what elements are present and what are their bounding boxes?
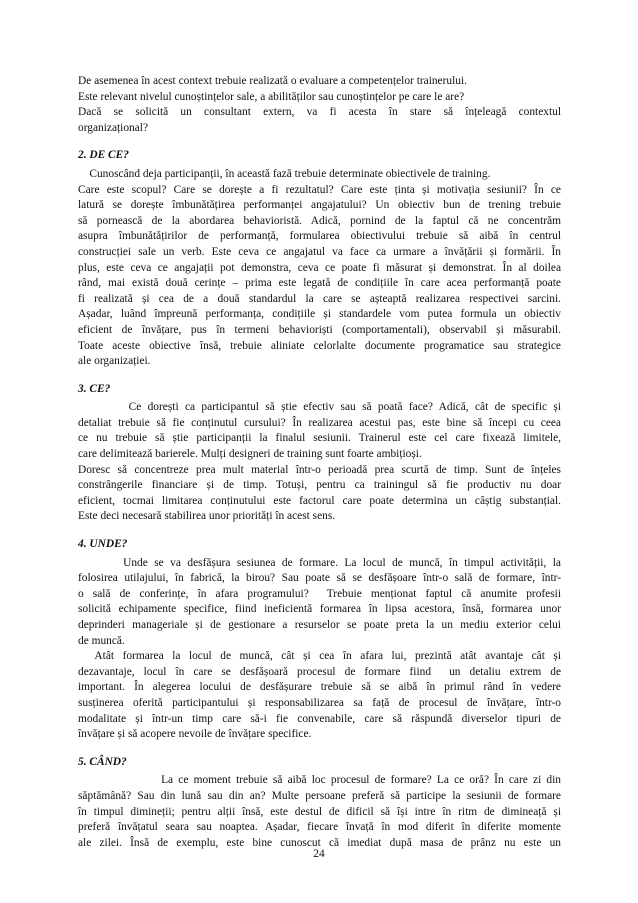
text-line: organizațional?	[78, 121, 149, 134]
text-line: de muncă.	[78, 634, 125, 647]
text-line: susținerea oferită participantului și responsabilizarea sa față de procesul de învățare, într-o	[78, 696, 561, 709]
text-line: Este deci necesară stabilirea unor priorități în acest sens.	[78, 510, 336, 523]
text-line: ale zilei. Însă de exemplu, este bine cunoscut că imediat după masa de prânz nu este un	[78, 836, 561, 849]
text-line: să pornească de la abordarea behavioristă. Adică, pornind de la faptul că ne concentrăm	[78, 214, 561, 227]
text-line: săptămână? Sau din lună sau din an? Multe persoane preferă să participe la sesiunii de formare	[78, 789, 561, 802]
text-line: fi realizată și cea de a două standardul la care se așteaptă realizarea respectivei sarcini.	[78, 292, 561, 305]
text-line: deprinderi manageriale și de gestionare a resurselor se poate preta la un mediu exterior celui	[78, 619, 561, 631]
text-line: Ce dorești ca participantul să știe efectiv sau să poată face? Adică, cât de specific și	[78, 401, 561, 414]
text-line: eficient de învățare, pus în termeni behavioriști (comportamentali), observabil și măsurabil.	[78, 323, 561, 336]
section-heading-ce: 3. CE?	[78, 382, 111, 395]
text-line: Așadar, luând împreună performanța, condițiile și standardele vom putea formula un obiectiv	[78, 308, 561, 321]
section-unde-paragraph	[78, 556, 561, 743]
text-line: Este relevant nivelul cunoștințelor sale, a abilităților sau cunoștințelor pe care le are?	[78, 90, 465, 103]
text-line: important. În alegerea locului de desfășurare trebuie să se aibă în primul rând în vedere	[78, 681, 561, 694]
section-heading-cand: 5. CÂND?	[78, 755, 127, 768]
text-line: solicită echipamente specifice, fiind ineficientă formarea în lipsa acestora, însă, formarea unor	[78, 603, 561, 616]
text-line: De asemenea în acest context trebuie realizată o evaluare a competențelor trainerului.	[78, 75, 467, 87]
section-heading-unde: 4. UNDE?	[78, 538, 128, 551]
text-line: detaliat trebuie să fie conținutul cursului? În realizarea acestui pas, este bine să începi cu ceea	[78, 416, 561, 429]
text-line: rând, mai există două cerințe – prima este legată de condițiile în care acea performanță poate	[78, 277, 561, 290]
text-line: plus, este ceva ce angajații pot demonstra, ceva ce poate fi măsurat și demonstrat. În al doilea	[78, 261, 561, 274]
text-line: asupra îmbunătățirilor de performanță, formularea obiectivului trebuie să aibă în centrul	[78, 230, 561, 243]
text-line: preferă învățatul seara sau noaptea. Așadar, fiecare învață în mod diferit în diferite momente	[78, 821, 561, 834]
section-cand-paragraph	[78, 773, 561, 851]
text-line: dezavantaje, locul în care se desfășoară procesul de formare fiind un detaliu extrem de	[78, 665, 561, 678]
text-line: Cunoscând deja participanții, în această fază trebuie determinate obiectivele de training.	[78, 167, 491, 180]
text-line: ale organizației.	[78, 355, 151, 368]
text-line: La ce moment trebuie să aibă loc procesul de formare? La ce oră? În care zi din	[78, 774, 561, 787]
text-line: folosirea utilajului, în fabrică, la birou? Sau poate să se desfășoare într-o sală de formare, într-	[78, 572, 561, 585]
text-line: Doresc să concentreze prea mult material într-o perioadă prea scurtă de timp. Sunt de înțeles	[78, 463, 561, 476]
text-line: învățare și să acopere nevoile de învățare specifice.	[78, 728, 312, 741]
text-line: eficient, tocmai limitarea conținutului este factorul care poate determina un câștig substanțial.	[78, 494, 561, 507]
text-line: Atât formarea la locul de muncă, cât și cea în afara lui, prezintă atât avantaje cât și	[78, 650, 561, 663]
page-number: 24	[313, 848, 325, 860]
text-line: Care este scopul? Care se dorește a fi rezultatul? Care este ținta și motivația sesiunii? În ce	[78, 183, 561, 196]
page-body	[78, 74, 561, 851]
text-line: în timpul dimineții; pentru alții însă, este destul de dificil să își intre în ritm de dimineață și	[78, 805, 561, 818]
text-line: care delimitează barierele. Mulți designeri de training sunt foarte ambițioși.	[78, 448, 422, 461]
text-line: latură se dorește îmbunătățirea performanței angajatului? Un obiectiv bun de trening trebuie	[78, 199, 561, 212]
section-ce-paragraph	[78, 400, 561, 525]
text-line: ce nu trebuie să știe participanții la finalul sesiunii. Trainerul este cel care fixează limitele,	[78, 432, 561, 445]
text-line: modalitate și într-un timp care să-i fie convenabile, care să răspundă diverselor tipuri de	[78, 712, 561, 725]
text-line: o sală de conferințe, în afara programului? Trebuie menționat faptul că anumite profesii	[78, 587, 561, 600]
text-line: Dacă se solicită un consultant extern, va fi acesta în stare să înțeleagă contextul	[78, 106, 561, 119]
text-line: construcției sale un verb. Este ceva ce angajatul va face ca urmare a învățării și formării. În	[78, 245, 561, 258]
section-heading-de-ce: 2. DE CE?	[78, 149, 129, 162]
text-line: Toate aceste obiective însă, trebuie aliniate celorlalte documente programatice sau strategice	[78, 339, 561, 352]
text-line: constrângerile financiare și de timp. Totuși, pentru ca trainingul să fie productiv nu doar	[78, 479, 561, 492]
text-line: Unde se va desfășura sesiunea de formare. La locul de muncă, în timpul activității, la	[78, 556, 561, 569]
section-de-ce-paragraph	[78, 167, 561, 370]
intro-paragraph	[78, 74, 561, 136]
